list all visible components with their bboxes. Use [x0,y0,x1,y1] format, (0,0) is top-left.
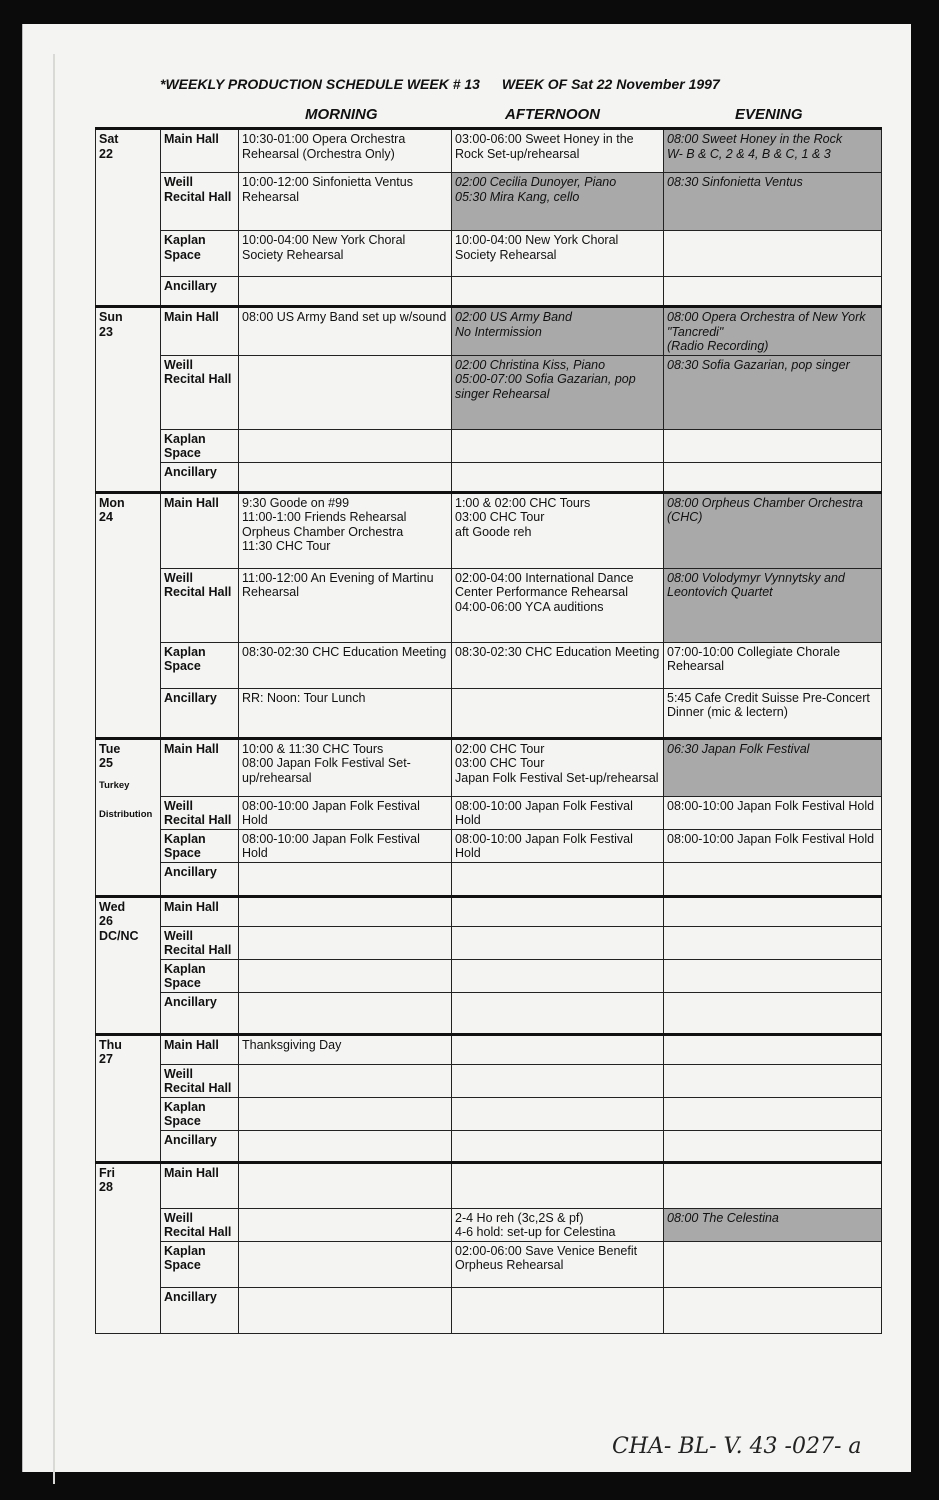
cell-text-line: Main Hall [164,899,219,914]
schedule-row [96,862,882,896]
afternoon-cell [452,1162,664,1208]
evening-cell [664,796,882,829]
morning-cell [239,1034,452,1064]
evening-cell [664,926,882,959]
venue-cell [161,959,239,992]
cell-text-line: DC/NC [99,928,139,943]
venue-cell [161,926,239,959]
evening-cell [664,1287,882,1333]
cell-text-line: 08:30 Sofia Gazarian, pop singer [667,357,850,372]
cell-text-line: Thu [99,1037,122,1052]
morning-cell [239,642,452,688]
cell-text-line: 11:00-1:00 Friends Rehearsal Orpheus Chamber Orchestra [242,510,407,539]
schedule-row [96,355,882,429]
venue-cell [161,688,239,738]
afternoon-cell [452,355,664,429]
morning-cell [239,1162,452,1208]
afternoon-cell [452,1097,664,1130]
cell-text-line: 07:00-10:00 Collegiate Chorale Rehearsal [667,644,841,673]
evening-cell [664,1162,882,1208]
morning-cell [239,277,452,307]
venue-cell [161,896,239,926]
morning-cell [239,1287,452,1333]
afternoon-cell [452,642,664,688]
afternoon-cell [452,862,664,896]
venue-cell [161,492,239,568]
venue-cell [161,1208,239,1241]
venue-cell [161,307,239,356]
cell-text-line: 03:00 CHC Tour [455,510,545,524]
cell-text-line: W- B & C, 2 & 4, B & C, 1 & 3 [667,146,831,161]
cell-text-line: 08:00-10:00 Japan Folk Festival Hold [667,798,875,813]
morning-cell [239,738,452,796]
morning-cell [239,1130,452,1162]
column-header-morning: MORNING [305,106,378,123]
schedule-row [96,1162,882,1208]
evening-cell [664,1208,882,1241]
afternoon-cell [452,429,664,462]
day-label [96,738,161,896]
cell-text-line: 2-4 Ho reh (3c,2S & pf) [455,1210,584,1225]
venue-cell [161,1287,239,1333]
cell-text-line: Japan Folk Festival Set-up/rehearsal [455,770,659,785]
cell-text-line: 08:00-10:00 Japan Folk Festival Hold [242,798,420,827]
cell-text-line: 10:00-04:00 New York Choral Society Rehearsal [455,233,619,262]
morning-cell [239,231,452,277]
cell-text-line: Kaplan Space [164,961,206,990]
cell-text-line: 08:00 Opera Orchestra of New York [667,310,866,324]
day-label [96,129,161,307]
evening-cell [664,738,882,796]
day-note-line: Distribution [99,808,153,820]
afternoon-cell [452,992,664,1034]
morning-cell [239,796,452,829]
morning-cell [239,688,452,738]
cell-text-line: Sun [99,310,123,324]
schedule-row [96,173,882,231]
cell-text-line: 02:00-04:00 International Dance Center Performance Rehearsal [455,570,634,599]
cell-text-line: Fri [99,1165,115,1180]
cell-text-line: "Tancredi" [667,324,724,339]
title-main: *WEEKLY PRODUCTION SCHEDULE WEEK # 13 [160,76,480,92]
day-label [96,896,161,1034]
venue-cell [161,1130,239,1162]
morning-cell [239,462,452,492]
venue-cell [161,796,239,829]
cell-text-line: 05:00-07:00 Sofia Gazarian, pop singer Rehearsal [455,372,636,401]
cell-text-line: 25 [99,756,113,770]
schedule-row [96,959,882,992]
afternoon-cell [452,129,664,173]
cell-text-line: 23 [99,324,113,339]
cell-text-line: 10:30-01:00 Opera Orchestra Rehearsal (Orchestra Only) [242,132,406,161]
schedule-row [96,231,882,277]
archive-handwritten-id: CHA- BL- V. 43 -027- a [612,1434,862,1459]
evening-cell [664,231,882,277]
cell-text-line: 03:00-06:00 Sweet Honey in the Rock Set-up/rehearsal [455,132,634,161]
morning-cell [239,862,452,896]
schedule-row [96,1130,882,1162]
cell-text-line: Weill Recital Hall [164,798,232,827]
venue-cell [161,992,239,1034]
morning-cell [239,959,452,992]
cell-text-line: 08:00 Orpheus Chamber Orchestra (CHC) [667,495,863,524]
venue-cell [161,277,239,307]
cell-text-line: 10:00-04:00 New York Choral Society Rehearsal [242,233,406,262]
schedule-row [96,1241,882,1287]
schedule-row [96,129,882,173]
schedule-row [96,642,882,688]
schedule-row [96,926,882,959]
cell-text-line: Weill Recital Hall [164,1066,232,1095]
cell-text-line: Ancillary [164,1132,217,1147]
morning-cell [239,173,452,231]
afternoon-cell [452,1287,664,1333]
afternoon-cell [452,173,664,231]
day-label [96,1034,161,1162]
cell-text-line: 22 [99,146,113,161]
morning-cell [239,926,452,959]
cell-text-line: 08:00 Volodymyr Vynnytsky and Leontovich Quartet [667,570,845,599]
cell-text-line: Ancillary [164,464,217,479]
cell-text-line: 04:00-06:00 YCA auditions [455,599,604,614]
venue-cell [161,1162,239,1208]
venue-cell [161,462,239,492]
cell-text-line: 08:30-02:30 CHC Education Meeting [455,644,660,659]
cell-text-line: 08:00 US Army Band set up w/sound [242,310,447,324]
afternoon-cell [452,1208,664,1241]
schedule-row [96,896,882,926]
cell-text-line: Mon [99,495,125,510]
evening-cell [664,1097,882,1130]
schedule-row [96,277,882,307]
cell-text-line: Weill Recital Hall [164,357,232,386]
morning-cell [239,1208,452,1241]
evening-cell [664,568,882,642]
schedule-row [96,462,882,492]
cell-text-line: Weill Recital Hall [164,928,232,957]
schedule-row [96,1287,882,1333]
evening-cell [664,1064,882,1097]
cell-text-line: RR: Noon: Tour Lunch [242,690,366,705]
cell-text-line: Weill Recital Hall [164,570,232,599]
evening-cell [664,1034,882,1064]
venue-cell [161,568,239,642]
cell-text-line: 24 [99,510,113,524]
column-header-evening: EVENING [735,106,803,123]
schedule-table [95,127,882,1334]
cell-text-line: 08:30-02:30 CHC Education Meeting [242,644,447,659]
cell-text-line: Main Hall [164,1165,219,1180]
cell-text-line: Kaplan Space [164,1243,206,1272]
afternoon-cell [452,688,664,738]
day-label [96,1162,161,1333]
venue-cell [161,829,239,862]
cell-text-line: 11:30 CHC Tour [242,539,331,553]
cell-text-line: 08:00-10:00 Japan Folk Festival Hold [667,831,875,846]
afternoon-cell [452,1130,664,1162]
cell-text-line: 10:00 & 11:30 CHC Tours [242,741,384,756]
cell-text-line: Ancillary [164,864,217,879]
evening-cell [664,307,882,356]
morning-cell [239,129,452,173]
afternoon-cell [452,492,664,568]
venue-cell [161,129,239,173]
cell-text-line: Kaplan Space [164,1099,206,1128]
evening-cell [664,992,882,1034]
evening-cell [664,429,882,462]
morning-cell [239,568,452,642]
cell-text-line: Kaplan Space [164,233,206,262]
afternoon-cell [452,829,664,862]
cell-text-line: Tue [99,741,121,756]
schedule-row [96,1097,882,1130]
schedule-row [96,429,882,462]
cell-text-line: Sat [99,132,119,146]
cell-text-line: Main Hall [164,495,219,510]
venue-cell [161,1034,239,1064]
afternoon-cell [452,277,664,307]
evening-cell [664,173,882,231]
cell-text-line: 4-6 hold: set-up for Celestina [455,1225,616,1239]
afternoon-cell [452,796,664,829]
cell-text-line: No Intermission [455,324,542,339]
afternoon-cell [452,896,664,926]
morning-cell [239,307,452,356]
afternoon-cell [452,1241,664,1287]
cell-text-line: Ancillary [164,279,217,293]
cell-text-line: 10:00-12:00 Sinfonietta Ventus Rehearsal [242,175,413,204]
schedule-row [96,829,882,862]
cell-text-line: 08:30 Sinfonietta Ventus [667,175,803,189]
cell-text-line: 08:00 Japan Folk Festival Set-up/rehearsal [242,756,411,785]
cell-text-line: 02:00-06:00 Save Venice Benefit Orpheus Rehearsal [455,1243,638,1272]
morning-cell [239,896,452,926]
title-week-of: WEEK OF Sat 22 November 1997 [501,76,720,92]
cell-text-line: 11:00-12:00 An Evening of Martinu Rehearsal [242,570,434,599]
morning-cell [239,992,452,1034]
cell-text-line: Kaplan Space [164,431,206,460]
schedule-row [96,492,882,568]
evening-cell [664,959,882,992]
evening-cell [664,896,882,926]
cell-text-line: 02:00 US Army Band [455,310,572,324]
cell-text-line: 5:45 Cafe Credit Suisse Pre-Concert Dinner (mic & lectern) [667,690,870,719]
evening-cell [664,688,882,738]
cell-text-line: 02:00 Christina Kiss, Piano [455,357,606,372]
morning-cell [239,829,452,862]
cell-text-line: 26 [99,914,113,928]
day-label [96,492,161,738]
venue-cell [161,173,239,231]
evening-cell [664,462,882,492]
morning-cell [239,492,452,568]
schedule-row [96,1034,882,1064]
afternoon-cell [452,738,664,796]
evening-cell [664,129,882,173]
cell-text-line: Main Hall [164,741,219,756]
cell-text-line: Ancillary [164,994,217,1009]
evening-cell [664,862,882,896]
venue-cell [161,1097,239,1130]
cell-text-line: Main Hall [164,310,219,324]
schedule-row [96,568,882,642]
cell-text-line: Kaplan Space [164,831,206,860]
venue-cell [161,1241,239,1287]
cell-text-line: Ancillary [164,690,217,705]
afternoon-cell [452,307,664,356]
schedule-row [96,796,882,829]
evening-cell [664,642,882,688]
morning-cell [239,1241,452,1287]
afternoon-cell [452,959,664,992]
schedule-row [96,992,882,1034]
schedule-row [96,1064,882,1097]
evening-cell [664,1241,882,1287]
venue-cell [161,862,239,896]
venue-cell [161,738,239,796]
evening-cell [664,1130,882,1162]
schedule-row [96,738,882,796]
afternoon-cell [452,926,664,959]
cell-text-line: Weill Recital Hall [164,1210,232,1239]
evening-cell [664,492,882,568]
cell-text-line: Ancillary [164,1289,217,1304]
cell-text-line: 08:00-10:00 Japan Folk Festival Hold [242,831,420,860]
afternoon-cell [452,1034,664,1064]
day-label [96,307,161,493]
afternoon-cell [452,231,664,277]
cell-text-line: 02:00 CHC Tour [455,741,545,756]
venue-cell [161,1064,239,1097]
evening-cell [664,355,882,429]
morning-cell [239,429,452,462]
cell-text-line: 08:00 The Celestina [667,1210,779,1225]
afternoon-cell [452,1064,664,1097]
cell-text-line: 03:00 CHC Tour [455,756,545,770]
afternoon-cell [452,568,664,642]
evening-cell [664,829,882,862]
morning-cell [239,1064,452,1097]
cell-text-line: Main Hall [164,132,219,146]
cell-text-line: 08:00 Sweet Honey in the Rock [667,132,843,146]
venue-cell [161,642,239,688]
day-note [99,779,158,823]
venue-cell [161,231,239,277]
evening-cell [664,277,882,307]
venue-cell [161,355,239,429]
cell-text-line: 05:30 Mira Kang, cello [455,189,580,204]
cell-text-line: 08:00-10:00 Japan Folk Festival Hold [455,798,633,827]
cell-text-line: Main Hall [164,1037,219,1052]
schedule-row [96,688,882,738]
cell-text-line: 02:00 Cecilia Dunoyer, Piano [455,175,617,189]
day-note-line: Turkey [99,779,130,791]
schedule-title [160,76,800,92]
afternoon-cell [452,462,664,492]
cell-text-line: 08:00-10:00 Japan Folk Festival Hold [455,831,633,860]
column-header-afternoon: AFTERNOON [505,106,600,123]
cell-text-line: Weill Recital Hall [164,175,232,204]
venue-cell [161,429,239,462]
cell-text-line: (Radio Recording) [667,339,769,353]
cell-text-line: Wed [99,899,126,914]
cell-text-line: 27 [99,1052,113,1066]
cell-text-line: 1:00 & 02:00 CHC Tours [455,495,591,510]
cell-text-line: 28 [99,1180,113,1194]
schedule-row [96,307,882,356]
cell-text-line: 06:30 Japan Folk Festival [667,741,810,756]
cell-text-line: Kaplan Space [164,644,206,673]
morning-cell [239,355,452,429]
page-edge-shadow [53,54,55,1484]
cell-text-line: aft Goode reh [455,524,532,539]
schedule-row [96,1208,882,1241]
morning-cell [239,1097,452,1130]
cell-text-line: 9:30 Goode on #99 [242,495,350,510]
cell-text-line: Thanksgiving Day [242,1037,342,1052]
